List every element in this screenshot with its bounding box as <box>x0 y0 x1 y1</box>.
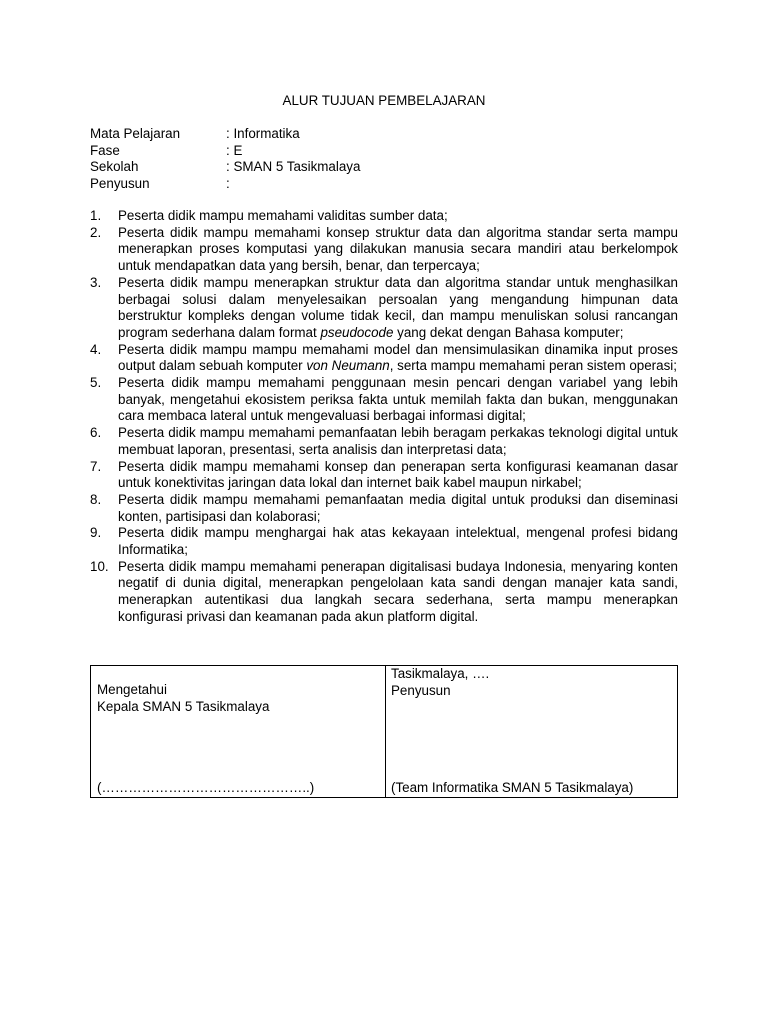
goal-text <box>118 459 678 492</box>
principal-signature-line: (………………………………………..) <box>97 780 315 795</box>
meta-value: : <box>226 176 230 192</box>
acknowledged-label: Mengetahui <box>97 682 167 697</box>
goal-text-part: , serta mampu memahami peran sistem operasi; <box>389 358 677 374</box>
goal-item <box>90 225 678 275</box>
goal-text-italic: von Neumann <box>306 358 390 374</box>
goal-number: 5. <box>90 375 102 391</box>
meta-value: : Informatika <box>226 126 300 141</box>
goal-text <box>118 275 678 342</box>
meta-key: Fase <box>90 142 120 158</box>
goal-text <box>118 425 678 458</box>
goal-number: 8. <box>90 491 102 507</box>
goal-item <box>90 208 678 225</box>
meta-value: : E <box>226 142 243 158</box>
goal-text-part: yang dekat dengan Bahasa komputer; <box>393 324 624 340</box>
signature-cell-author <box>386 666 677 797</box>
goal-text-part: Peserta didik mampu memahami pemanfaatan media digital untuk produksi dan diseminasi konten, partisipasi dan kolaborasi; <box>118 491 678 524</box>
goal-number: 7. <box>90 458 102 474</box>
goal-text <box>118 225 678 275</box>
signature-cell-principal <box>91 666 386 797</box>
goal-item <box>90 525 678 558</box>
goal-item <box>90 492 678 525</box>
meta-block <box>90 126 490 193</box>
goal-item <box>90 342 678 375</box>
goal-item <box>90 375 678 425</box>
goal-text-part: Peserta didik mampu menghargai hak atas kekayaan intelektual, mengenal profesi bidang Informatika; <box>118 525 678 558</box>
goal-item <box>90 425 678 458</box>
goal-number: 9. <box>90 525 102 541</box>
goal-text-part: Peserta didik mampu memahami konsep struktur data dan algoritma standar serta mampu menerapkan proses komputasi yang dilakukan manusia secara mandiri atau berkelompok untuk mendapatkan data yang bersih, benar, dan terpercaya; <box>118 224 678 274</box>
principal-title: Kepala SMAN 5 Tasikmalaya <box>97 699 270 714</box>
goal-text <box>118 208 678 225</box>
goal-number: 10. <box>90 558 109 574</box>
goal-text <box>118 342 678 375</box>
goal-text-part: Peserta didik mampu menerapkan struktur data dan algoritma standar untuk menghasilkan berbagai solusi dalam menyelesaikan persoalan yang mengandung himpunan data berstruktur kompleks dengan volume tidak kecil, dan mampu menuliskan solusi rancangan program sederhana dalam format <box>118 274 678 340</box>
goal-text <box>118 525 678 558</box>
signature-table <box>90 665 678 798</box>
meta-row-author <box>90 176 490 193</box>
meta-value: : SMAN 5 Tasikmalaya <box>226 159 361 175</box>
meta-row-phase <box>90 143 490 160</box>
goal-text-part: Peserta didik mampu memahami penggunaan mesin pencari dengan variabel yang lebih banyak, mengetahui ekosistem periksa fakta untuk memilah fakta dan bukan, menggunakan cara membaca lateral untuk mengevaluasi berbagai informasi digital; <box>118 375 678 424</box>
goal-number: 3. <box>90 274 102 290</box>
author-signature-line: (Team Informatika SMAN 5 Tasikmalaya) <box>391 780 634 795</box>
goal-number: 2. <box>90 224 102 240</box>
meta-key: Mata Pelajaran <box>90 126 181 141</box>
meta-key: Sekolah <box>90 159 139 175</box>
goal-number: 4. <box>90 341 102 357</box>
learning-goals-list <box>90 208 678 626</box>
goal-text-part: Peserta didik mampu memahami pemanfaatan lebih beragam perkakas teknologi digital untuk membuat laporan, presentasi, serta analisis dan interpretasi data; <box>118 425 678 457</box>
goal-text-part: Peserta didik mampu mampu memahami model dan mensimulasikan dinamika input proses output dalam sebuah komputer <box>118 341 678 374</box>
goal-number: 1. <box>90 208 102 223</box>
author-label: Penyusun <box>391 683 451 698</box>
goal-number: 6. <box>90 425 102 441</box>
meta-row-school <box>90 159 490 176</box>
goal-text-italic: pseudocode <box>320 324 394 340</box>
goal-text <box>118 492 678 525</box>
goal-text-part: Peserta didik mampu memahami penerapan digitalisasi budaya Indonesia, menyaring konten negatif di dunia digital, menerapkan pengelolaan kata sandi dengan manajer kata sandi, menerapkan autentikasi dua langkah secara sederhana, serta mampu menerapkan konfigurasi privasi dan keamanan pada akun platform digital. <box>118 558 678 624</box>
goal-text-part: Peserta didik mampu memahami validitas sumber data; <box>118 208 448 223</box>
goal-text-part: Peserta didik mampu memahami konsep dan penerapan serta konfigurasi keamanan dasar untuk konektivitas jaringan data lokal dan internet baik kabel maupun nirkabel; <box>118 458 678 491</box>
document-title: ALUR TUJUAN PEMBELAJARAN <box>282 93 486 108</box>
place-date: Tasikmalaya, …. <box>391 666 490 681</box>
goal-text <box>118 375 678 425</box>
goal-item <box>90 275 678 342</box>
goal-item <box>90 459 678 492</box>
goal-item <box>90 559 678 626</box>
meta-row-subject <box>90 126 490 143</box>
meta-key: Penyusun <box>90 176 150 192</box>
goal-text <box>118 559 678 626</box>
